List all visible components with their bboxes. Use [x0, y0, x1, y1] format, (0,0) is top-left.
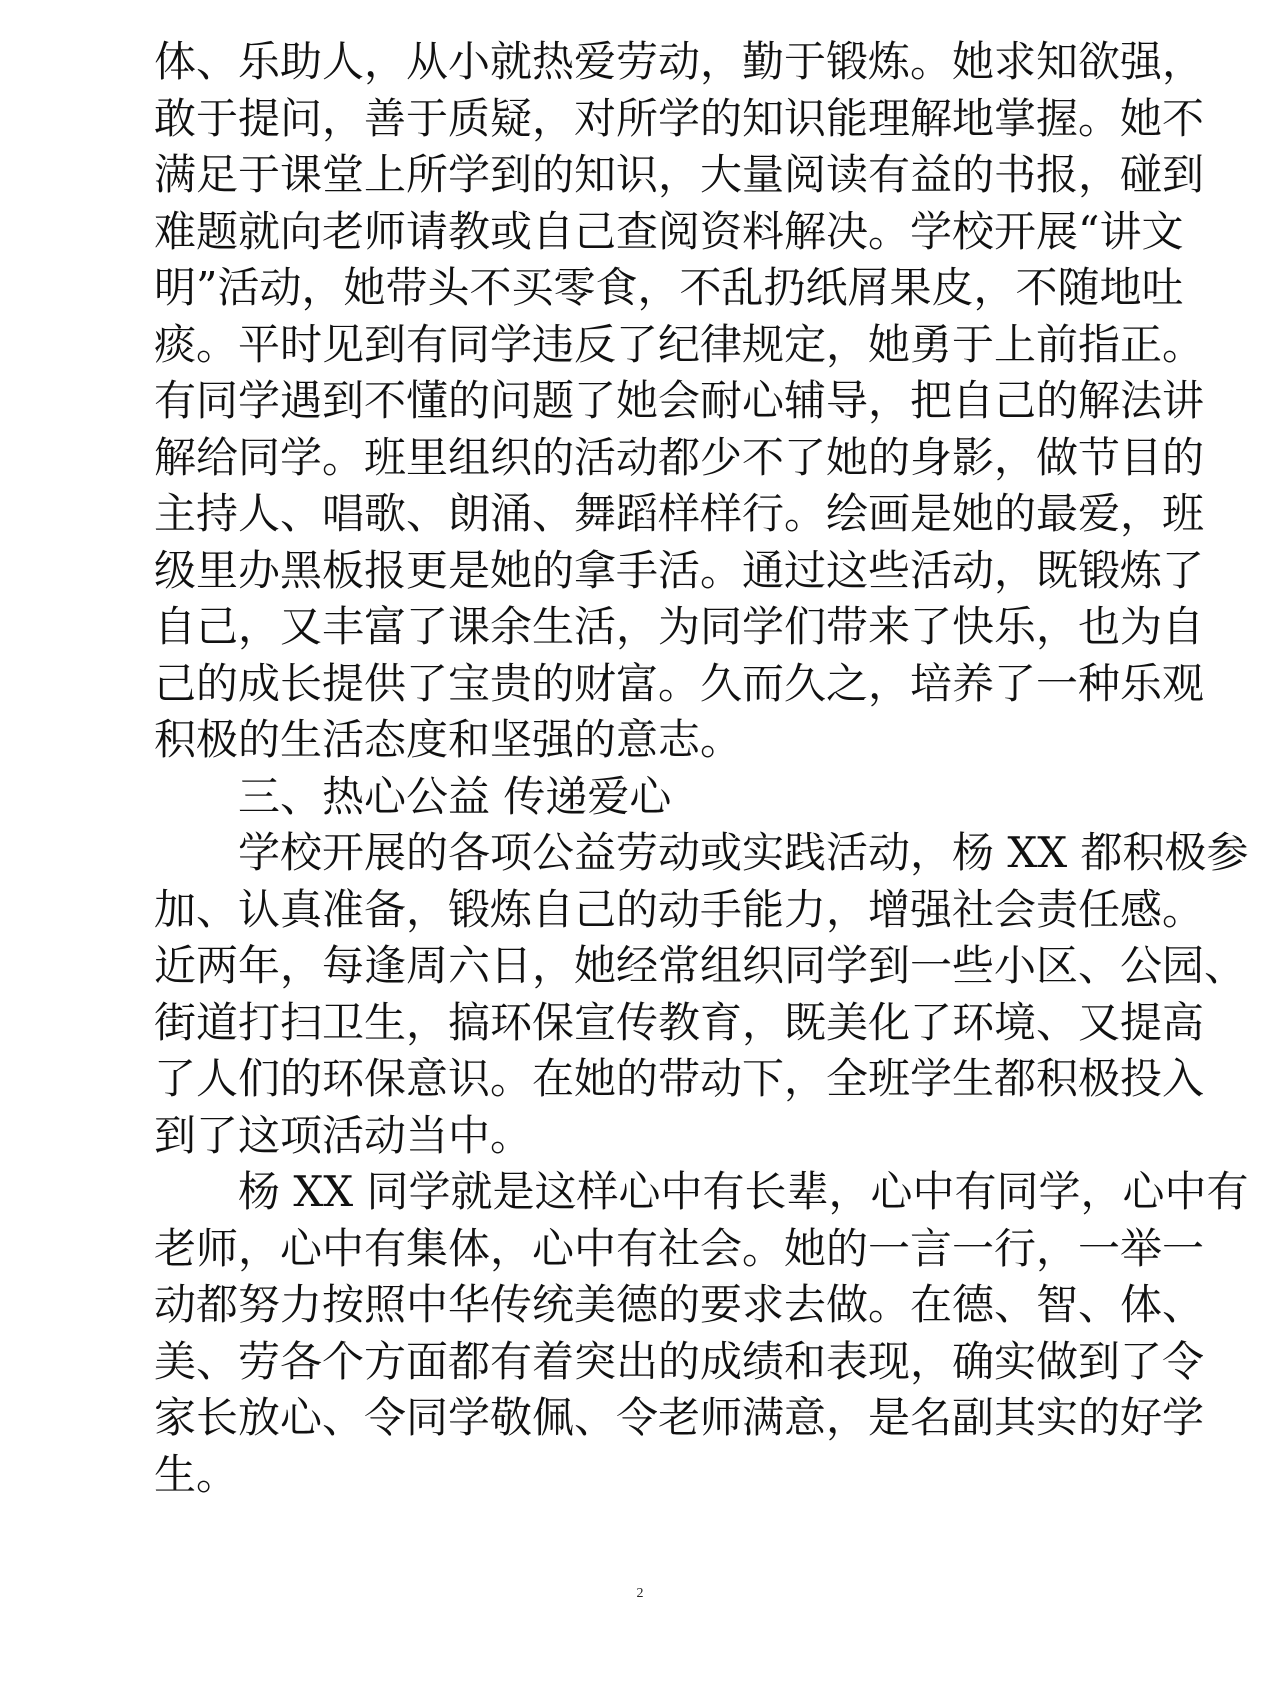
text-line: 学校开展的各项公益劳动或实践活动，杨 XX 都积极参	[238, 828, 1249, 877]
text-line: 主持人、唱歌、朗涌、舞蹈样样行。绘画是她的最爱，班	[154, 489, 1205, 538]
text-line: 老师，心中有集体，心中有社会。她的一言一行，一举一	[154, 1223, 1205, 1273]
text-line: 有同学遇到不懂的问题了她会耐心辅导，把自己的解法讲	[154, 376, 1205, 425]
text-line: 了人们的环保意识。在她的带动下，全班学生都积极投入	[154, 1054, 1205, 1103]
text-line: 美、劳各个方面都有着突出的成绩和表现，确实做到了令	[154, 1336, 1205, 1386]
text-line: 到了这项活动当中。	[154, 1110, 533, 1160]
text-line: 自己，又丰富了课余生活，为同学们带来了快乐，也为自	[154, 602, 1205, 651]
body-text	[154, 34, 1249, 1503]
text-line: 痰。平时见到有同学违反了纪律规定，她勇于上前指正。	[154, 319, 1205, 369]
section-heading: 三、热心公益 传递爱心	[238, 771, 672, 821]
text-line: 明”活动，她带头不买零食，不乱扔纸屑果皮，不随地吐	[154, 263, 1184, 312]
page-number: 2	[636, 1586, 644, 1601]
text-line: 解给同学。班里组织的活动都少不了她的身影，做节目的	[154, 432, 1205, 482]
text-line: 己的成长提供了宝贵的财富。久而久之，培养了一种乐观	[154, 658, 1205, 708]
text-line: 体、乐助人，从小就热爱劳动，勤于锻炼。她求知欲强，	[154, 37, 1205, 86]
text-line: 生。	[154, 1449, 239, 1499]
text-line: 满足于课堂上所学到的知识，大量阅读有益的书报，碰到	[154, 150, 1205, 199]
text-line: 动都努力按照中华传统美德的要求去做。在德、智、体、	[154, 1280, 1205, 1329]
text-line: 街道打扫卫生，搞环保宣传教育，既美化了环境、又提高	[154, 997, 1205, 1047]
text-line: 积极的生活态度和坚强的意志。	[154, 715, 743, 764]
text-line: 近两年，每逢周六日，她经常组织同学到一些小区、公园、	[154, 941, 1247, 990]
text-line: 杨 XX 同学就是这样心中有长辈，心中有同学，心中有	[238, 1167, 1249, 1216]
text-line: 敢于提问，善于质疑，对所学的知识能理解地掌握。她不	[154, 93, 1205, 143]
text-line: 加、认真准备，锻炼自己的动手能力，增强社会责任感。	[154, 884, 1205, 934]
text-line: 级里办黑板报更是她的拿手活。通过这些活动，既锻炼了	[154, 545, 1205, 595]
text-line: 家长放心、令同学敬佩、令老师满意，是名副其实的好学	[154, 1393, 1205, 1442]
text-line: 难题就向老师请教或自己查阅资料解决。学校开展“讲文	[154, 206, 1184, 256]
